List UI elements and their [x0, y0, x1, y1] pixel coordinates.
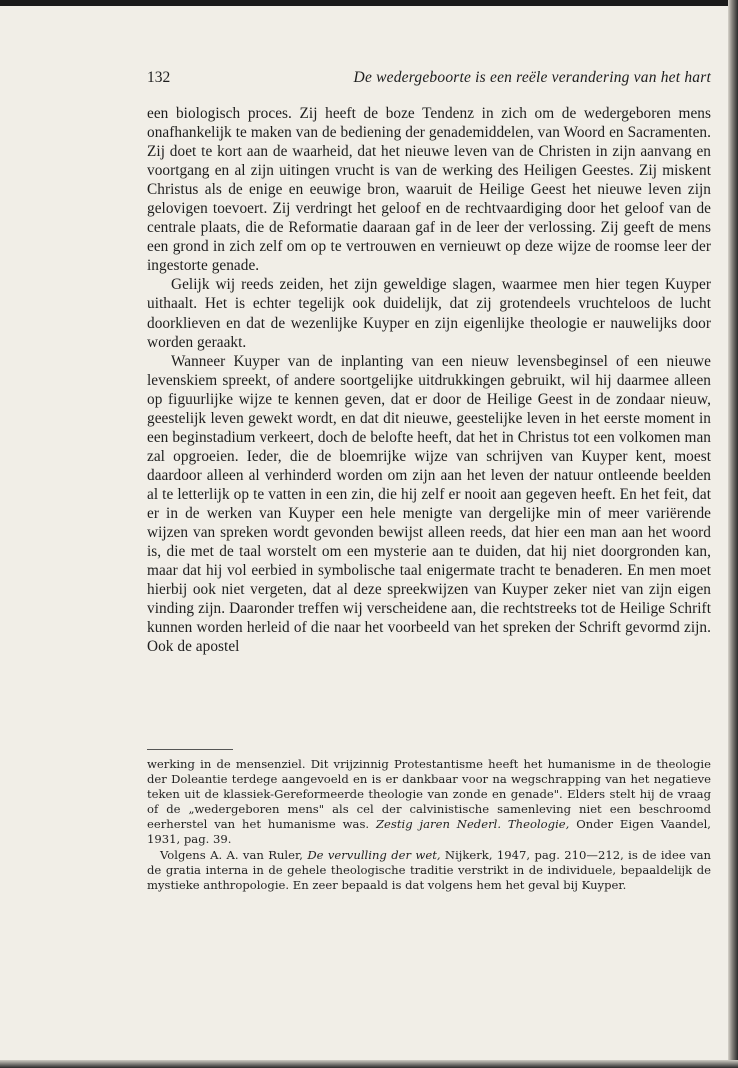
footnote-2-title: De vervulling der wet,	[307, 847, 441, 862]
paragraph-2: Gelijk wij reeds zeiden, het zijn geweldige slagen, waarmee men hier tegen Kuyper uithaalt. Het is echter tegelijk ook duidelijk, dat zij grotendeels vruchteloos de lucht doorklieven en dat de wezenlijke Kuyper en zijn eigenlijke theologie er nauwelijks door worden geraakt.	[147, 276, 711, 351]
footnote-1-tail: Onder Eigen Vaandel, 1931, pag. 39.	[147, 817, 711, 847]
footnote-rule	[147, 749, 233, 750]
footnote-2	[147, 848, 711, 893]
footnote-1-title: Zestig jaren Nederl. Theologie,	[375, 817, 570, 832]
paragraph-1: een biologisch proces. Zij heeft de boze Tendenz in zich om de wedergeboren mens onafhankelijk te maken van de bediening der genademiddelen, van Woord en Sacramenten. Zij doet te kort aan de waarheid, dat het nieuwe leven van de Christen in zijn aanvang en voortgang en al zijn uitingen vrucht is van de werking des Heiligen Geestes. Zij miskent Christus als de enige en eeuwige bron, waaruit de Heilige Geest het nieuwe leven zijn gelovigen toevoert. Zij verdringt het geloof en de rechtvaardiging door het geloof van de centrale plaats, die de Reformatie daaraan gaf in de leer der verlossing. Zij geeft de mens een grond in zich zelf om op te vertrouwen en vernieuwt op deze wijze de roomse leer der ingestorte genade.	[147, 105, 711, 275]
paragraph-3: Wanneer Kuyper van de inplanting van een nieuw levensbeginsel of een nieuwe levenskiem spreekt, of andere soortgelijke uitdrukkingen gebruikt, wil hij daarmee alleen op figuurlijke wijze te kennen geven, dat er door de Heilige Geest in de zondaar nieuw, geestelijk leven gewekt wordt, en dat dit nieuwe, geestelijke leven in het eerste moment in een beginstadium verkeert, doch de belofte heeft, dat het in Christus tot een volkomen man zal opgroeien. Ieder, die de bloemrijke wijze van schrijven van Kuyper kent, moest daardoor alleen al verhinderd worden om zijn aan het leven der natuur ontleende beelden al te letterlijk op te vatten in een zin, die hij zelf er nooit aan gegeven heeft. En het feit, dat er in de werken van Kuyper een hele menigte van dergelijke min of meer variërende wijzen van spreken wordt gevonden bewijst alleen reeds, dat hier een man aan het woord is, die met de taal worstelt om een mysterie aan te duiden, dat hij niet doorgronden kan, maar dat hij vol eerbied in symbolische taal enigermate tracht te benaderen. En men moet hierbij ook niet vergeten, dat al deze spreekwijzen van Kuyper zeker niet van zijn eigen vinding zijn. Daaronder treffen wij verscheidene aan, die rechtstreeks tot de Heilige Schrift kunnen worden herleid of die naar het voorbeeld van het spreken der Schrift gevormd zijn. Ook de apostel	[147, 352, 711, 656]
footnote-2-lead: Volgens A. A. van Ruler,	[160, 847, 308, 862]
running-title: De wedergeboorte is een reële verandering van het hart	[353, 69, 711, 86]
page-number: 132	[147, 69, 171, 86]
footnote-2-tail: Nijkerk, 1947, pag. 210—212, is de idee van de gratia interna in de gehele theologische traditie verstrikt in de individuele, bepaaldelijk de mystieke anthropologie. En zeer bepaald is dat volgens hem het geval bij Kuyper.	[147, 847, 711, 892]
page-header	[147, 69, 711, 93]
footnotes	[147, 757, 711, 893]
footnote-1-text: werking in de mensenziel. Dit vrijzinnig Protestantisme heeft het humanisme in de theologie der Doleantie terdege aangevoeld en is er dankbaar voor na wegschrapping van het negatieve teken uit de klassiek-Gereformeerde theologie van zonde en genade". Elders stelt hij de vraag of de „wedergeboren mens" als cel der calvinistische samenleving niet een beschroomd eerherstel van het humanisme was.	[147, 757, 711, 832]
footnote-1	[147, 757, 711, 848]
scan-edge-right	[728, 0, 738, 1068]
scan-edge-bottom	[0, 1060, 738, 1068]
main-text	[147, 104, 711, 656]
